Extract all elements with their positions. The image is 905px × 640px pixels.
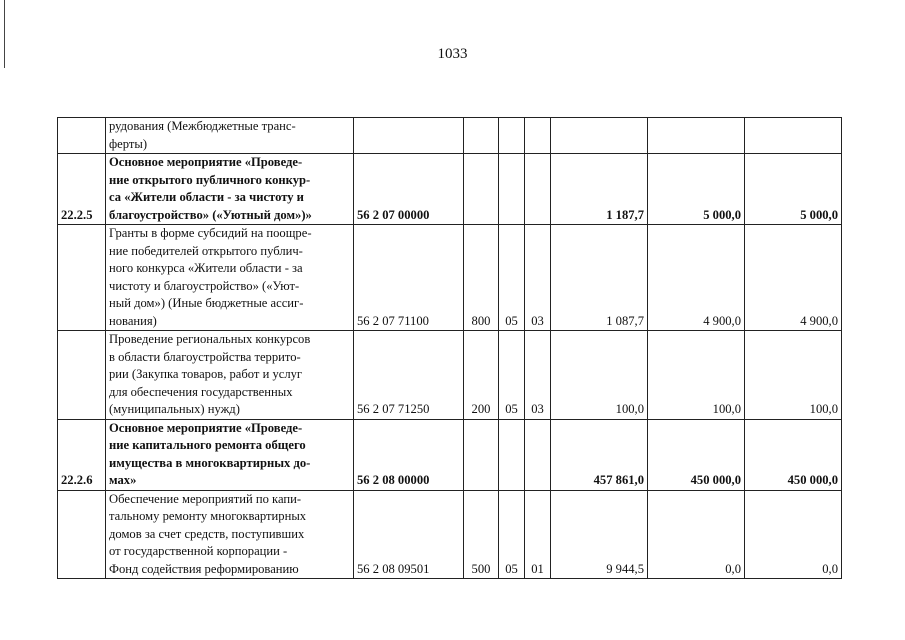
row-name-line: са «Жители области - за чистоту и xyxy=(109,190,304,204)
table-row xyxy=(58,490,842,579)
table-row xyxy=(58,331,842,420)
row-section: 05 xyxy=(499,331,525,420)
row-code xyxy=(58,490,106,579)
row-name-line: Обеспечение мероприятий по капи- xyxy=(109,491,302,506)
row-name xyxy=(106,419,354,490)
row-name-line: Гранты в форме субсидий на поощре- xyxy=(109,226,312,240)
row-name-line: имущества в многоквартирных до- xyxy=(109,455,311,470)
row-amount-1 xyxy=(551,118,648,154)
row-amount-1: 9 944,5 xyxy=(551,490,648,579)
row-target-code: 56 2 08 09501 xyxy=(354,490,464,579)
row-subsection xyxy=(525,154,551,225)
row-amount-1: 100,0 xyxy=(551,331,648,420)
table-body xyxy=(58,118,842,579)
budget-table xyxy=(57,117,842,579)
row-name-line: ный дом») (Иные бюджетные ассиг- xyxy=(109,296,304,310)
row-target-code: 56 2 08 00000 xyxy=(354,419,464,490)
row-name-line: (муниципальных) нужд) xyxy=(109,402,240,416)
row-amount-1: 1 087,7 xyxy=(551,225,648,331)
row-subsection: 03 xyxy=(525,225,551,331)
row-name-line: благоустройство» («Уютный дом»)» xyxy=(109,207,312,222)
row-code xyxy=(58,118,106,154)
row-name-line: нования) xyxy=(109,313,157,328)
row-amount-1: 1 187,7 xyxy=(551,154,648,225)
row-name-line: для обеспечения государственных xyxy=(109,384,293,399)
row-amount-2 xyxy=(648,118,745,154)
row-name-line: ние победителей открытого публич- xyxy=(109,243,303,258)
row-subsection: 01 xyxy=(525,490,551,579)
row-expense-type xyxy=(464,118,499,154)
row-name-line: рудования (Межбюджетные транс- xyxy=(109,119,296,133)
row-name-line: ние открытого публичного конкур- xyxy=(109,172,311,187)
table-row xyxy=(58,419,842,490)
row-name-line: Фонд содействия реформированию xyxy=(109,561,299,576)
row-name-line: рии (Закупка товаров, работ и услуг xyxy=(109,367,303,381)
row-amount-3 xyxy=(745,118,842,154)
row-name-line: ного конкурса «Жители области - за xyxy=(109,261,303,275)
row-target-code: 56 2 07 00000 xyxy=(354,154,464,225)
row-target-code: 56 2 07 71250 xyxy=(354,331,464,420)
table-row xyxy=(58,118,842,154)
row-section xyxy=(499,419,525,490)
row-name-line: от государственной корпорации - xyxy=(109,544,288,558)
row-name-line: домов за счет средств, поступивших xyxy=(109,526,305,541)
row-amount-2: 4 900,0 xyxy=(648,225,745,331)
row-code xyxy=(58,225,106,331)
row-name xyxy=(106,490,354,579)
row-amount-2: 100,0 xyxy=(648,331,745,420)
row-subsection: 03 xyxy=(525,331,551,420)
row-subsection xyxy=(525,419,551,490)
row-name-line: Основное мероприятие «Проведе- xyxy=(109,420,303,435)
row-name-line: в области благоустройства террито- xyxy=(109,349,301,364)
row-name-line: ние капитального ремонта общего xyxy=(109,438,306,452)
row-code: 22.2.5 xyxy=(58,154,106,225)
row-amount-3: 450 000,0 xyxy=(745,419,842,490)
row-expense-type: 500 xyxy=(464,490,499,579)
table-row xyxy=(58,225,842,331)
row-name-line: тальному ремонту многоквартирных xyxy=(109,509,307,523)
row-section: 05 xyxy=(499,225,525,331)
row-section: 05 xyxy=(499,490,525,579)
row-amount-1: 457 861,0 xyxy=(551,419,648,490)
row-target-code: 56 2 07 71100 xyxy=(354,225,464,331)
row-name-line: чистоту и благоустройство» («Уют- xyxy=(109,278,300,293)
row-name xyxy=(106,154,354,225)
row-amount-2: 5 000,0 xyxy=(648,154,745,225)
row-section xyxy=(499,118,525,154)
row-expense-type xyxy=(464,419,499,490)
row-amount-3: 4 900,0 xyxy=(745,225,842,331)
table-row xyxy=(58,154,842,225)
row-name xyxy=(106,118,354,154)
row-expense-type xyxy=(464,154,499,225)
row-amount-3: 0,0 xyxy=(745,490,842,579)
row-name xyxy=(106,225,354,331)
row-section xyxy=(499,154,525,225)
row-name-line: Основное мероприятие «Проведе- xyxy=(109,155,303,169)
row-code: 22.2.6 xyxy=(58,419,106,490)
row-name-line: ферты) xyxy=(109,136,148,151)
row-amount-3: 100,0 xyxy=(745,331,842,420)
row-amount-3: 5 000,0 xyxy=(745,154,842,225)
row-name xyxy=(106,331,354,420)
row-amount-2: 450 000,0 xyxy=(648,419,745,490)
row-name-line: Проведение региональных конкурсов xyxy=(109,332,311,346)
page-number: 1033 xyxy=(437,46,468,62)
row-expense-type: 200 xyxy=(464,331,499,420)
row-name-line: мах» xyxy=(109,473,137,487)
row-target-code xyxy=(354,118,464,154)
row-expense-type: 800 xyxy=(464,225,499,331)
row-amount-2: 0,0 xyxy=(648,490,745,579)
row-subsection xyxy=(525,118,551,154)
row-code xyxy=(58,331,106,420)
